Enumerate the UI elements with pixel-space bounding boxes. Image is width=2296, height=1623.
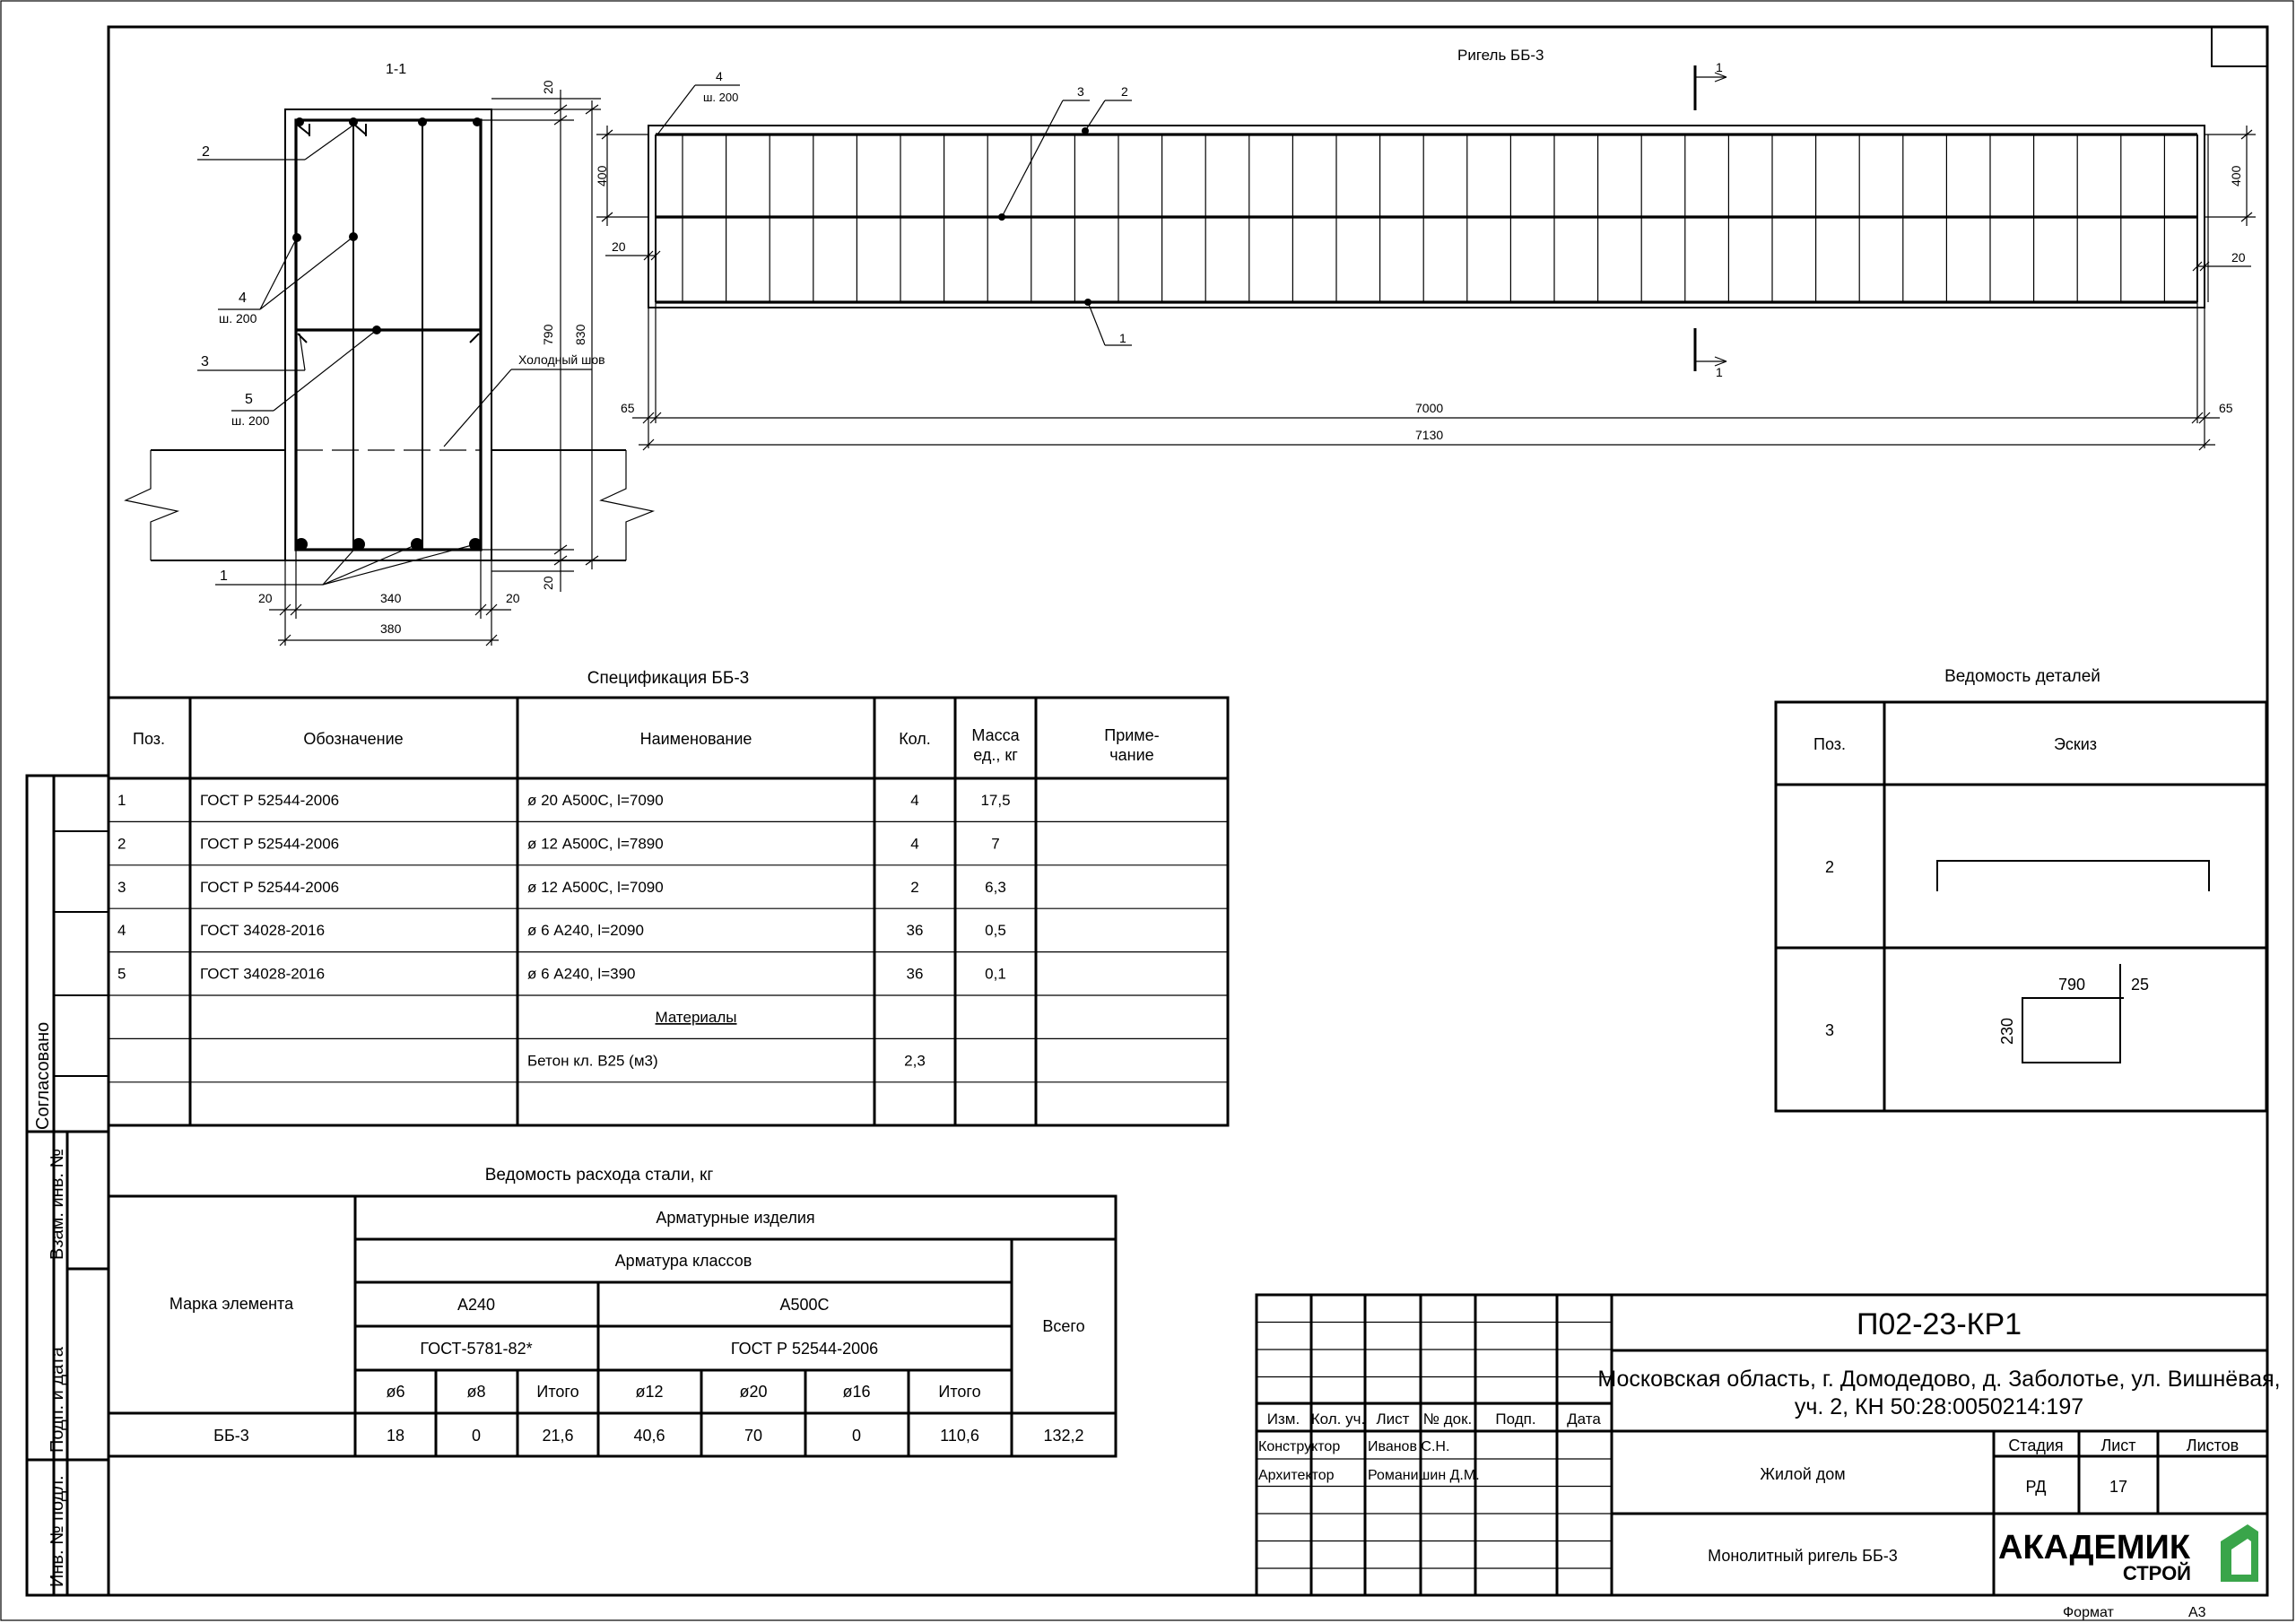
beam-dim-left-h: 400 xyxy=(595,165,609,187)
spec-cell: 4 xyxy=(910,792,919,809)
steel-sub-header: Итого xyxy=(938,1383,981,1401)
spec-cell: 3 xyxy=(117,878,126,896)
steel-cell: 40,6 xyxy=(633,1427,665,1445)
spec-cell: ГОСТ Р 52544-2006 xyxy=(200,878,340,896)
steel-sub-header: ø8 xyxy=(466,1383,486,1401)
spec-cell: 36 xyxy=(906,965,924,983)
section-dim-790: 790 xyxy=(541,324,555,345)
spec-header-designation: Обозначение xyxy=(303,730,404,748)
steel-total-header: Всего xyxy=(1042,1317,1085,1335)
stamp-sheets-header: Листов xyxy=(2186,1436,2239,1454)
stamp-col-header: Кол. уч. xyxy=(1310,1410,1366,1428)
spec-cell: 1 xyxy=(117,792,126,809)
stamp-code: П02-23-КР1 xyxy=(1856,1307,2022,1341)
beam-elevation xyxy=(595,47,2256,450)
steel-sub-header: ø16 xyxy=(842,1383,871,1401)
section-leader-5-step: ш. 200 xyxy=(231,413,270,428)
spec-cell: ø 12 А500С, l=7090 xyxy=(527,878,664,896)
format-value: А3 xyxy=(2188,1605,2206,1620)
side-strip xyxy=(27,776,109,1595)
steel-cell: ББ-3 xyxy=(213,1427,249,1445)
side-sign-date-label: Подп. и дата xyxy=(48,1347,67,1453)
details-row-pos-3: 3 xyxy=(1824,1021,1835,1039)
beam-dim-clear: 7000 xyxy=(1415,401,1444,415)
cut-label-bottom: 1 xyxy=(1716,365,1723,379)
section-leader-4: 4 xyxy=(239,291,247,306)
spec-header-note: Приме-чание xyxy=(1104,726,1160,764)
details-table xyxy=(1776,667,2266,1111)
spec-cell: ø 12 А500С, l=7890 xyxy=(527,835,664,853)
corner-box xyxy=(2212,27,2267,66)
spec-cell: 2 xyxy=(117,835,126,853)
steel-mark-header: Марка элемента xyxy=(169,1295,294,1313)
section-dim-total: 380 xyxy=(380,621,402,636)
section-leader-2: 2 xyxy=(202,144,210,160)
section-leader-5: 5 xyxy=(245,392,253,407)
spec-header-name: Наименование xyxy=(639,730,752,748)
stamp-building: Жилой дом xyxy=(1760,1465,1846,1483)
section-title: 1-1 xyxy=(386,62,407,77)
stamp-col-header: Дата xyxy=(1567,1410,1601,1428)
detail-3-dim-hook: 25 xyxy=(2131,976,2150,994)
spec-header-pos: Поз. xyxy=(133,730,165,748)
section-dim-bottom: 20 xyxy=(541,576,555,590)
details-title: Ведомость деталей xyxy=(1944,667,2100,686)
spec-cell: 2 xyxy=(910,878,919,896)
steel-sub-header: Итого xyxy=(536,1383,579,1401)
section-dim-830: 830 xyxy=(573,324,587,345)
spec-cell: 2,3 xyxy=(904,1052,926,1070)
spec-header-qty: Кол. xyxy=(899,730,931,748)
steel-sub-header: ø6 xyxy=(386,1383,405,1401)
beam-dim-right-h: 400 xyxy=(2229,165,2243,187)
detail-3-sketch xyxy=(2022,998,2124,1063)
beam-dim-end-right: 65 xyxy=(2219,401,2233,415)
detail-3-dim-h: 230 xyxy=(1998,1017,2016,1046)
section-dim-mid: 340 xyxy=(380,591,402,605)
detail-3-dim-w: 790 xyxy=(2057,976,2086,994)
section-leader-4-step: ш. 200 xyxy=(219,311,257,325)
stamp-address-line2: уч. 2, КН 50:28:0050214:197 xyxy=(1794,1394,2084,1419)
stamp-col-header: Подп. xyxy=(1495,1410,1536,1428)
stamp-stage: РД xyxy=(2025,1478,2047,1496)
section-leader-1: 1 xyxy=(220,568,228,584)
steel-cell: 0 xyxy=(851,1427,862,1445)
beam-leader-4: 4 xyxy=(716,69,723,83)
stamp-col-header: № док. xyxy=(1422,1410,1473,1428)
stamp-sheet-header: Лист xyxy=(2100,1436,2136,1454)
spec-cell: ø 6 А240, l=2090 xyxy=(527,922,644,940)
spec-cell: ГОСТ 34028-2016 xyxy=(200,922,326,940)
beam-leader-4-step: ш. 200 xyxy=(703,91,739,104)
steel-cell: 0 xyxy=(471,1427,482,1445)
steel-gost-a500: ГОСТ Р 52544-2006 xyxy=(730,1340,879,1358)
stamp-role-2: Архитектор xyxy=(1258,1468,1335,1483)
spec-cell: 4 xyxy=(117,922,126,940)
section-dim-top: 20 xyxy=(541,80,555,94)
side-inv-replace-label: Взам. инв. № xyxy=(48,1149,67,1260)
spec-cell: ø 6 А240, l=390 xyxy=(527,965,636,983)
beam-title: Ригель ББ-3 xyxy=(1457,47,1544,64)
steel-cell: 18 xyxy=(386,1427,405,1445)
detail-2-sketch xyxy=(1937,861,2209,891)
section-1-1 xyxy=(126,62,653,646)
company-logo xyxy=(1998,1524,2258,1584)
section-dim-left: 20 xyxy=(258,591,273,605)
spec-cell: Бетон кл. В25 (м3) xyxy=(527,1052,658,1070)
details-header-sketch: Эскиз xyxy=(2053,735,2098,753)
steel-cell: 70 xyxy=(744,1427,763,1445)
steel-products-header: Арматурные изделия xyxy=(656,1209,815,1227)
spec-cell: 5 xyxy=(117,965,126,983)
steel-a500-header: А500С xyxy=(779,1296,830,1314)
details-header-pos: Поз. xyxy=(1813,735,1846,753)
spec-cell: 36 xyxy=(906,922,924,940)
stamp-stage-header: Стадия xyxy=(2008,1436,2064,1454)
beam-dim-end-left: 65 xyxy=(621,401,635,415)
steel-title: Ведомость расхода стали, кг xyxy=(484,1166,714,1185)
beam-dim-right-cover: 20 xyxy=(2231,250,2246,265)
inner-frame xyxy=(109,27,2267,1595)
stamp-name-1: Иванов С.Н. xyxy=(1368,1439,1450,1454)
stamp-name-2: Романишин Д.М. xyxy=(1368,1468,1480,1483)
spec-cell: 17,5 xyxy=(980,792,1011,809)
spec-cell: ГОСТ 34028-2016 xyxy=(200,965,326,983)
stamp-sheet-name: Монолитный ригель ББ-3 xyxy=(1708,1547,1898,1565)
steel-cell: 132,2 xyxy=(1043,1427,1084,1445)
stamp-sheet-no: 17 xyxy=(2109,1478,2128,1496)
spec-cell: ГОСТ Р 52544-2006 xyxy=(200,792,340,809)
section-leader-3: 3 xyxy=(201,354,209,369)
spec-cell: ГОСТ Р 52544-2006 xyxy=(200,835,340,853)
steel-gost-a240: ГОСТ-5781-82* xyxy=(420,1340,533,1358)
spec-cell: 7 xyxy=(991,835,1000,853)
spec-cell: 4 xyxy=(910,835,919,853)
beam-leader-2: 2 xyxy=(1121,84,1128,99)
steel-classes-header: Арматура классов xyxy=(614,1252,752,1270)
stamp-address-line1: Московская область, г. Домодедово, д. Заболотье, ул. Вишнёвая, xyxy=(1597,1367,2281,1392)
beam-dim-left-cover: 20 xyxy=(612,239,626,254)
section-dim-right: 20 xyxy=(506,591,520,605)
beam-dim-total: 7130 xyxy=(1415,428,1444,442)
spec-cell: 0,5 xyxy=(985,922,1006,940)
spec-title: Спецификация ББ-3 xyxy=(587,669,750,688)
spec-cell: 6,3 xyxy=(985,878,1006,896)
beam-leader-3: 3 xyxy=(1077,84,1084,99)
steel-a240-header: А240 xyxy=(457,1296,496,1314)
spec-cell: ø 20 А500С, l=7090 xyxy=(527,792,664,809)
steel-sub-header: ø20 xyxy=(739,1383,768,1401)
logo-text-top: АКАДЕМИК xyxy=(1998,1529,2191,1567)
beam-leader-1: 1 xyxy=(1119,331,1126,345)
stamp-role-1: Конструктор xyxy=(1258,1439,1341,1454)
spec-header-mass: Масса ед., кг xyxy=(971,726,1020,764)
logo-text-bottom: СТРОЙ xyxy=(2122,1562,2191,1584)
spec-cell: Материалы xyxy=(655,1009,737,1026)
spec-table xyxy=(109,669,1228,1125)
side-agreed-label: Согласовано xyxy=(33,1021,53,1130)
steel-cell: 21,6 xyxy=(542,1427,574,1445)
steel-table xyxy=(109,1166,1116,1456)
format-label: Формат xyxy=(2063,1605,2114,1620)
details-row-pos-2: 2 xyxy=(1824,858,1835,876)
stamp-col-header: Изм. xyxy=(1266,1410,1300,1428)
steel-cell: 110,6 xyxy=(940,1427,979,1445)
cut-label-top: 1 xyxy=(1716,60,1723,74)
cold-joint-label: Холодный шов xyxy=(518,352,605,367)
stamp-col-header: Лист xyxy=(1376,1410,1410,1428)
side-inv-orig-label: Инв. № подл. xyxy=(48,1475,67,1587)
title-block xyxy=(1257,1295,2281,1595)
spec-cell: 0,1 xyxy=(985,965,1006,983)
steel-sub-header: ø12 xyxy=(635,1383,664,1401)
